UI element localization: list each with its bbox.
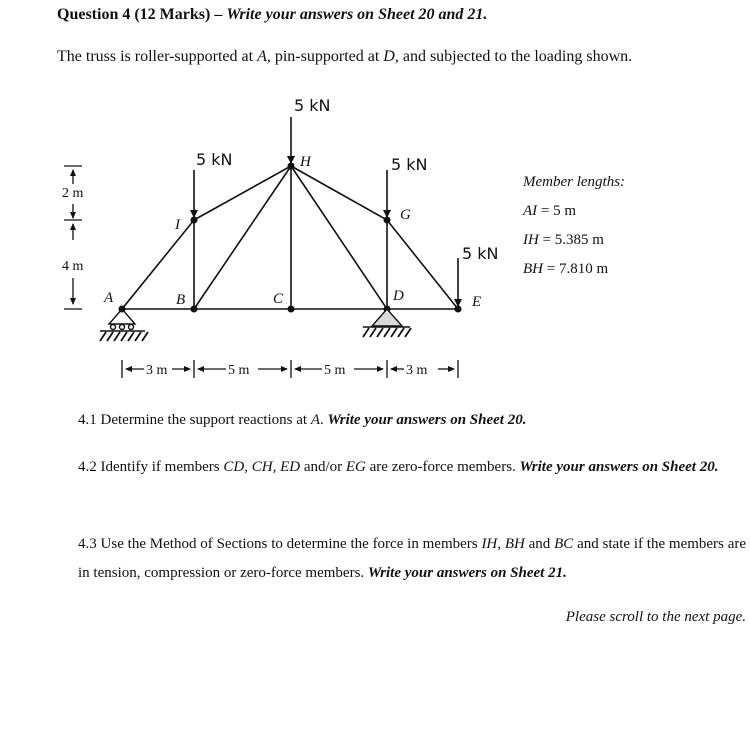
question-4-1: 4.1 Determine the support reactions at A. Write your answers on Sheet 20. (78, 412, 527, 428)
question-4-2: 4.2 Identify if members CD, CH, ED and/or EG are zero-force members. Write your answers on Sheet 20. (78, 459, 719, 475)
member-length-BH: BH = 7.810 m (523, 261, 609, 277)
pin-support-D (363, 309, 411, 337)
truss-members (122, 166, 458, 309)
question-4-3: 4.3 Use the Method of Sections to determine the force in members IH, BH and BC and state if the members are in tension, compression or zero-force members. Write your answers on Sheet 21. (78, 536, 747, 581)
joint-G (384, 217, 391, 224)
roller-support-A (100, 309, 148, 341)
joint-C (288, 306, 295, 313)
member-length-IH: IH = 5.385 m (523, 232, 604, 248)
dim-label-3m-right: 3 m (406, 363, 428, 378)
load-arrows (194, 117, 458, 306)
member-IH (194, 166, 291, 220)
member-lengths-title: Member lengths: (523, 174, 626, 190)
node-label-G: G (400, 207, 411, 223)
load-label-I: 5 kN (196, 150, 233, 169)
dim-label-2m: 2 m (62, 186, 84, 201)
node-label-C: C (273, 291, 284, 307)
member-length-AI: AI = 5 m (523, 203, 577, 219)
joint-E (455, 306, 462, 313)
dim-label-3m-left: 3 m (146, 363, 168, 378)
load-label-E: 5 kN (462, 244, 499, 263)
joint-I (191, 217, 198, 224)
joint-B (191, 306, 198, 313)
question-title: Question 4 (12 Marks) – Write your answers on Sheet 20 and 21. (57, 6, 488, 23)
joint-H (288, 163, 295, 170)
scroll-note: Please scroll to the next page. (565, 609, 746, 625)
node-label-E: E (472, 294, 482, 310)
load-label-G: 5 kN (391, 155, 428, 174)
intro-text: The truss is roller-supported at A, pin-supported at D, and subjected to the loading shown. (57, 48, 633, 65)
dim-label-5m-right: 5 m (324, 363, 346, 378)
truss-joints (119, 163, 462, 313)
member-HG (291, 166, 387, 220)
node-label-D: D (393, 288, 404, 304)
dim-label-4m: 4 m (62, 259, 84, 274)
member-BH (194, 166, 291, 309)
node-label-H: H (300, 154, 311, 170)
node-label-I: I (175, 217, 180, 233)
node-label-A: A (104, 290, 114, 306)
load-label-H: 5 kN (294, 96, 331, 115)
node-label-B: B (176, 292, 186, 308)
member-HD (291, 166, 387, 309)
dim-label-5m-left: 5 m (228, 363, 250, 378)
